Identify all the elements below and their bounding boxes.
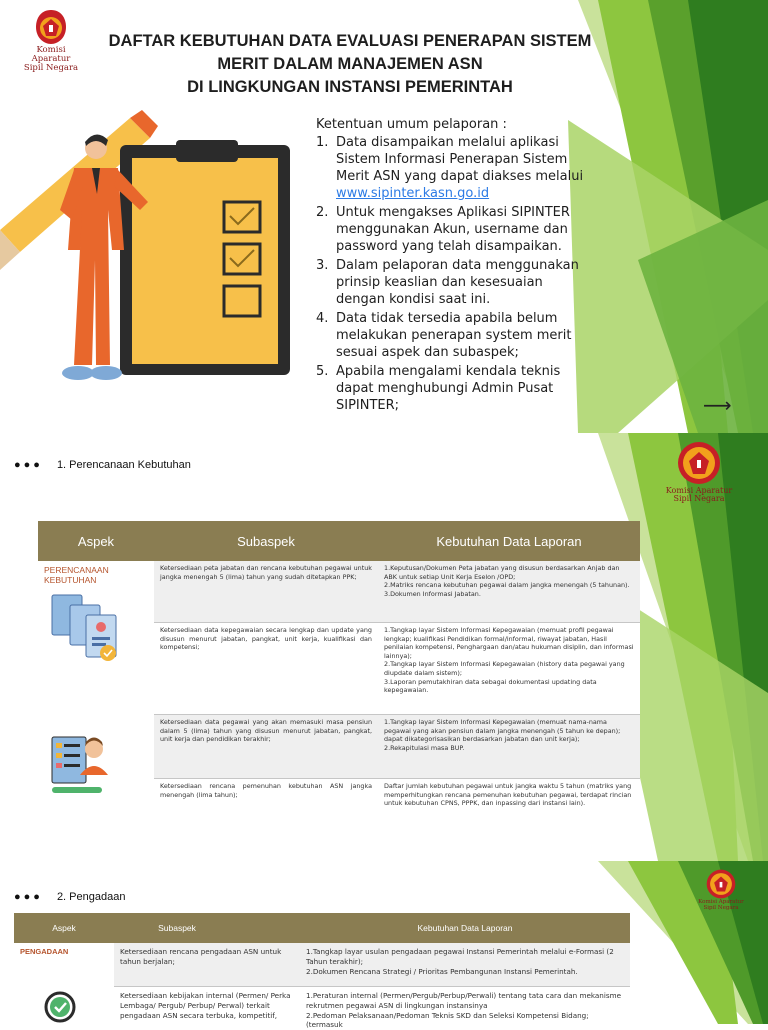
rule-item: 5. Apabila mengalami kendala teknis dapat menghubungi Admin Pusat SIPINTER; [316, 364, 561, 413]
slide-3 [0, 861, 768, 1030]
bullet-dots: ●●● [14, 891, 43, 903]
header-aspek: Aspek [52, 923, 76, 933]
aspect-label: PENGADAAN [20, 947, 69, 956]
table-row: Ketersediaan peta jabatan dan rencana kebutuhan pegawai untuk jangka menengah 5 (lima) tahun yang sudah ditetapkan PPK; 1.Keputusan/Dokumen Peta jabatan yang disusun berdasarkan Anjab dan ABK untuk setiap Unit Kerja Eselon /OPD; 2.Matriks rencana kebutuhan pegawai dalam jangka menengah (5 tahunan). 3.Dokumen Informasi Jabatan. [154, 561, 640, 623]
header-subaspek: Subaspek [237, 533, 295, 549]
profile-cards-icon [50, 593, 120, 663]
table-header [14, 913, 630, 943]
table-row: Ketersediaan rencana pengadaan ASN untuk tahun berjalan; 1.Tangkap layar usulan pengadaan pegawai Instansi Pemerintah melalui e-Formasi (2 Tahun terakhir); 2.Dokumen Rencana Strategi / Prioritas Pembangunan Instansi Pemerintah. [114, 943, 630, 987]
header-kebutuhan: Kebutuhan Data Laporan [436, 533, 582, 549]
slide-2 [0, 433, 768, 861]
kasn-logo [662, 441, 736, 504]
clipboard-icon [120, 140, 290, 375]
section-heading: ●●● 2. Pengadaan [14, 891, 126, 903]
next-arrow-icon[interactable]: ⟶ [703, 393, 732, 417]
rule-item: 2. Untuk mengakses Aplikasi SIPINTER menggunakan Akun, username dan password yang telah disampaikan. [316, 205, 570, 254]
title-line-2: MERIT DALAM MANAJEMEN ASN [217, 55, 483, 73]
section-heading: ●●● 1. Perencanaan Kebutuhan [14, 459, 191, 471]
table-body [14, 943, 630, 1030]
title-line-1: DAFTAR KEBUTUHAN DATA EVALUASI PENERAPAN SISTEM [108, 32, 592, 50]
sipinter-link[interactable]: www.sipinter.kasn.go.id [336, 186, 490, 201]
logo-line-2: Sipil Negara [703, 904, 739, 911]
table-rows [154, 561, 640, 839]
table-row: Ketersediaan rencana pemenuhan kebutuhan ASN jangka menengah (lima tahun); Daftar jumlah kebutuhan pegawai untuk jangka waktu 5 tahun (matriks yang memperhitungkan rencana pemenuhan kebutuhan pegawai, terdapat rincian untuk kebutuhan CPNS, PPPK, dan inpassing dari instansi lain). [154, 779, 640, 839]
header-kebutuhan: Kebutuhan Data Laporan [417, 923, 513, 933]
header-subaspek: Subaspek [158, 923, 196, 933]
slide-1 [0, 0, 768, 433]
rules-list [316, 134, 592, 414]
logo-line-2: Sipil Negara [673, 494, 725, 504]
kasn-logo [18, 8, 84, 73]
table-row: Ketersediaan data kepegawaian secara lengkap dan update yang disusun menurut jabatan, pangkat, unit kerja, kualifikasi dan kompetensi; 1.Tangkap layar Sistem Informasi Kepegawaian (memuat profil pegawai lengkap; kualifikasi Pendidikan formal/informal, riwayat jabatan, Hasil penilaian kompetensi, Penghargaan dan/atau hukuman disiplin, dan informasi lainnya); 2.Tangkap layar Sistem Informasi Kepegawaian (history data pegawai yang diupdate dalam sistem); 3.Laporan pemutakhiran data sebagai dokumentasi updating data kepegawaian. [154, 623, 640, 715]
rule-item: 4. Data tidak tersedia apabila belum melakukan penerapan system merit sesuai aspek dan subaspek; [316, 311, 572, 360]
green-decoration [578, 0, 768, 433]
procurement-table [14, 913, 630, 1030]
bullet-dots: ●●● [14, 459, 43, 471]
table-rows [114, 943, 630, 1030]
table-body [38, 561, 640, 839]
table-row: Ketersediaan data pegawai yang akan memasuki masa pensiun dalam 5 (lima) tahun yang disusun menurut jabatan, pangkat, unit kerja dan pendidikan terakhir; 1.Tangkap layar Sistem Informasi Kepegawaian (memuat nama-nama pegawai yang akan pensiun dalam jangka menengah (5 tahun ke depan); dapat dikategorisasikan berdasarkan jabatan dan unit kerja); 2.Rekapitulasi masa BUP. [154, 715, 640, 779]
rules-heading: Ketentuan umum pelaporan : [316, 117, 507, 132]
logo-line-2: Sipil Negara [23, 62, 79, 73]
garuda-emblem-icon [677, 441, 721, 485]
rule-item: 1. Data disampaikan melalui aplikasi Sistem Informasi Penerapan Sistem Merit ASN yang dapat diakses melalui www.sipinter.kasn.go.id [316, 135, 584, 201]
rule-item: 3. Dalam pelaporan data menggunakan prinsip keaslian dan kesesuaian dengan kondisi saat ini. [316, 258, 579, 307]
checklist-illustration [0, 110, 305, 390]
logo-line-1: Komisi Aparatur [665, 486, 733, 495]
page-title [100, 30, 600, 99]
header-aspek: Aspek [77, 533, 115, 549]
aspect-column [38, 561, 154, 839]
aspect-label: PERENCANAAN KEBUTUHAN [44, 565, 109, 585]
planning-table [38, 521, 640, 839]
logo-line-1: Komisi Aparatur [31, 45, 71, 64]
table-header [38, 521, 640, 561]
check-circle-icon [44, 991, 76, 1023]
title-line-3: DI LINGKUNGAN INSTANSI PEMERINTAH [187, 78, 513, 96]
employee-checklist-icon [50, 729, 112, 797]
garuda-emblem-icon [34, 8, 68, 46]
aspect-column [14, 943, 114, 1027]
reporting-rules [316, 116, 592, 416]
table-row: Ketersediaan kebijakan internal (Permen/ Perka Lembaga/ Pergub/ Perbup/ Perwal) terkait pengadaan ASN secara terbuka, kompetitif, 1.Peraturan internal (Permen/Pergub/Perbup/Perwali) tentang tata cara dan mekanisme rekrutmen pegawai ASN di lingkungan instansinya 2.Pedoman Pelaksanaan/Pedoman Teknis SKD dan Seleksi Kompetensi Bidang; (termasuk [114, 987, 630, 1027]
logo-line-1: Komisi Aparatur [698, 899, 744, 905]
garuda-emblem-icon [706, 869, 736, 899]
kasn-logo [690, 869, 752, 912]
